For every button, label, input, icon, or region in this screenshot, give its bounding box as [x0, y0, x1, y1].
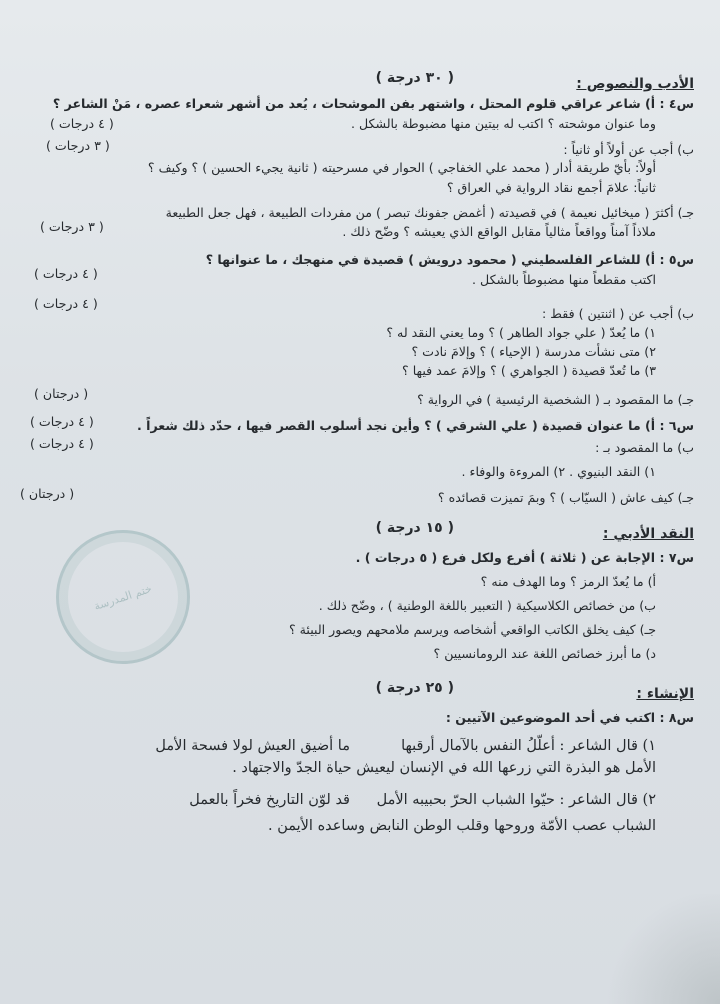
q4-c-line1: جـ) أكثرَ ( ميخائيل نعيمة ) في قصيدته ( أغمض جفونك تبصر ) من مفردات الطبيعة ، فهل جعل الطبيعة [165, 205, 694, 220]
q7-a: أ) ما يُعدّ الرمز ؟ وما الهدف منه ؟ [480, 574, 656, 589]
stamp-text: ختم المدرسة [92, 581, 154, 613]
section-marks-criticism: ( ١٥ درجة ) [375, 520, 454, 536]
section-marks-composition: ( ٢٥ درجة ) [375, 680, 454, 696]
q6-b-line1: ب) ما المقصود بـ : [595, 440, 694, 455]
q4-c-marks: ( ٣ درجات ) [40, 219, 104, 234]
q4-a-marks: ( ٤ درجات ) [50, 116, 114, 131]
q7-c: جـ) كيف يخلق الكاتب الواقعي أشخاصه ويرسم ملامحهم ويصور البيئة ؟ [288, 622, 656, 637]
topic1-verse-b: ما أضيق العيش لولا فسحة الأمل [155, 738, 350, 754]
q6-b-marks: ( ٤ درجات ) [30, 436, 94, 451]
q4-a-line2: وما عنوان موشحته ؟ اكتب له بيتين منها مضبوطة بالشكل . [350, 116, 656, 131]
q5-b-item1: ١) ما يُعدّ ( علي جواد الطاهر ) ؟ وما يعني النقد له ؟ [386, 325, 656, 340]
photo-shadow [600, 894, 720, 1004]
school-stamp [56, 530, 190, 664]
q5-a-line2: اكتب مقطعاً منها مضبوطاً بالشكل . [472, 272, 656, 287]
q4-c-line2: ملاذاً آمناً وواقعاً مثالياً مقابل الواقع الذي يعيشه ؟ وضّح ذلك . [342, 224, 656, 239]
q5-c-marks: ( درجتان ) [34, 386, 89, 401]
section-title-criticism: النقد الأدبي : [602, 526, 694, 542]
q7-b: ب) من خصائص الكلاسيكية ( التعبير باللغة الوطنية ) ، وضّح ذلك . [318, 598, 656, 613]
q6-a-marks: ( ٤ درجات ) [30, 414, 94, 429]
q5-a-marks: ( ٤ درجات ) [34, 266, 98, 281]
q6-c-marks: ( درجتان ) [20, 486, 75, 501]
q5-c-line1: جـ) ما المقصود بـ ( الشخصية الرئيسية ) في الرواية ؟ [417, 392, 694, 407]
q5-a-line1: س٥ : أ) للشاعر الفلسطيني ( محمود درويش ) قصيدة في منهجك ، ما عنوانها ؟ [205, 252, 694, 267]
section-marks-literature: ( ٣٠ درجة ) [375, 70, 454, 86]
topic2-verse-a: ٢) قال الشاعر : حيّوا الشباب الحرّ بحبيبه الأمل [376, 792, 656, 808]
topic1-verse-a: ١) قال الشاعر : أعلّلُ النفس بالآمال أرقبها [401, 738, 656, 754]
q5-b-line1: ب) أجب عن ( اثنتين ) فقط : [542, 306, 694, 321]
q4-b-line3: ثانياً: علامَ أجمع نقاد الرواية في العراق ؟ [446, 180, 656, 195]
q5-b-item3: ٣) ما تُعدّ قصيدة ( الجواهري ) ؟ وإلامَ عمد فيها ؟ [402, 363, 656, 378]
q4-b-line1: ب) أجب عن أولاً أو ثانياً : [563, 142, 694, 157]
q5-b-item2: ٢) متى نشأت مدرسة ( الإحياء ) ؟ وإلامَ نادت ؟ [411, 344, 656, 359]
q6-a-line1: س٦ : أ) ما عنوان قصيدة ( علي الشرقي ) ؟ وأين نجد أسلوب القصر فيها ، حدّد ذلك شعراً . [136, 418, 694, 433]
q4-a-line1: س٤ : أ) شاعر عراقي قلوم المحتل ، واشتهر بفن الموشحات ، يُعد من أشهر شعراء عصره ، مَنْ الشاعر ؟ [52, 96, 694, 111]
q7-d: د) ما أبرز خصائص اللغة عند الرومانسيين ؟ [433, 646, 656, 661]
q4-b-marks: ( ٣ درجات ) [46, 138, 110, 153]
topic2-verse-b: قد لوّن التاريخ فخراً بالعمل [189, 792, 350, 808]
q6-c-line1: جـ) كيف عاش ( السيّاب ) ؟ وبمَ تميزت قصائده ؟ [437, 490, 694, 505]
q6-b-items: ١) النقد البنيوي . ٢) المروءة والوفاء . [461, 464, 656, 479]
q4-b-line2: أولاً: بأيّ طريقة أدار ( محمد علي الخفاجي ) الحوار في مسرحيته ( ثانية يجيء الحسين ) ؟ وكيف ؟ [147, 160, 656, 175]
q7-intro: س٧ : الإجابة عن ( ثلاثة ) أفرع ولكل فرع ( ٥ درجات ) . [355, 550, 694, 565]
section-title-composition: الإنشاء : [636, 686, 694, 702]
topic2-line2: الشباب عصب الأمّة وروحها وقلب الوطن النابض وساعده الأيمن . [267, 818, 656, 834]
q5-b-marks: ( ٤ درجات ) [34, 296, 98, 311]
topic1-line2: الأمل هو البذرة التي زرعها الله في الإنسان ليعيش حياة الجدّ والاجتهاد . [232, 760, 656, 776]
section-title-literature: الأدب والنصوص : [576, 76, 694, 92]
q8-intro: س٨ : اكتب في أحد الموضوعين الآتيين : [445, 710, 694, 725]
